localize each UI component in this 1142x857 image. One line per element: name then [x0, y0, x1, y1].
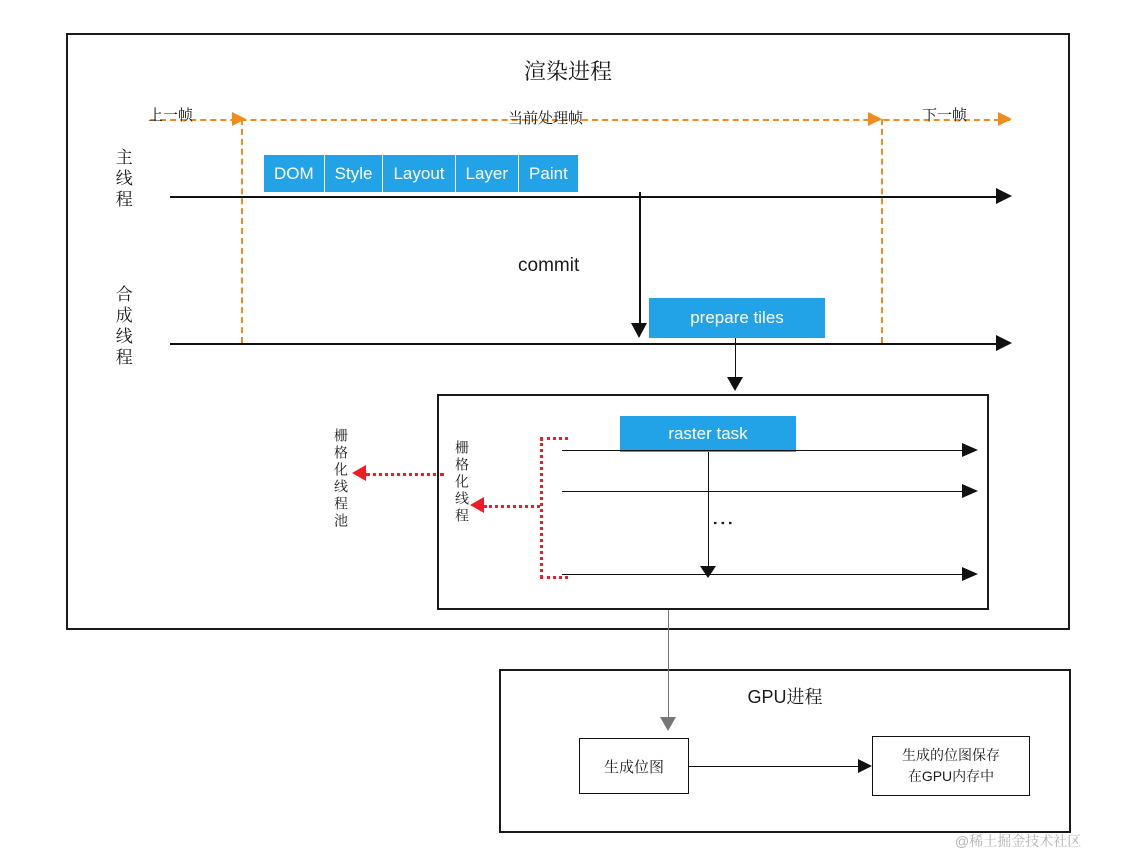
next-frame-label: 下一帧	[922, 107, 968, 124]
raster-task-spine	[708, 452, 709, 574]
raster-thread-pool-label: 栅格化线程池	[333, 428, 349, 530]
raster-lane-ellipsis: ⋮	[711, 512, 736, 534]
raster-pool-arrow-outer	[366, 473, 444, 476]
frame-boundary-left	[241, 119, 243, 343]
commit-label: commit	[518, 255, 580, 276]
render-process-title: 渲染进程	[523, 59, 612, 84]
pipeline-chip-layer[interactable]: Layer	[456, 155, 520, 192]
raster-pool-arrow-inner	[484, 505, 540, 508]
watermark-label: @稀土掘金技术社区	[955, 833, 1082, 849]
raster-lane-2	[562, 491, 972, 492]
raster-pool-bracket-top	[540, 437, 568, 440]
render-pipeline-chips	[264, 155, 578, 192]
pipeline-chip-paint[interactable]: Paint	[519, 155, 578, 192]
raster-pool-bracket-bottom	[540, 576, 568, 579]
pipeline-chip-layout[interactable]: Layout	[383, 155, 455, 192]
gpu-store-bitmap-line2: 在GPU内存中	[907, 768, 995, 784]
prepare-tiles-chip[interactable]: prepare tiles	[649, 298, 825, 338]
gpu-generate-bitmap-box: 生成位图	[579, 738, 689, 794]
pipeline-chip-style[interactable]: Style	[325, 155, 384, 192]
gpu-step-connector	[689, 766, 864, 767]
gpu-store-bitmap-box	[872, 736, 1030, 796]
main-thread-timeline	[170, 196, 1002, 198]
pipeline-chip-dom[interactable]: DOM	[264, 155, 325, 192]
gpu-store-bitmap-text	[902, 745, 1000, 787]
raster-thread-label: 栅格化线程	[454, 440, 470, 525]
commit-arrow-line	[639, 192, 641, 332]
frame-boundary-right	[881, 119, 883, 343]
current-frame-label: 当前处理帧	[508, 110, 584, 127]
compositor-thread-label: 合成线程	[112, 285, 132, 369]
raster-pool-bracket-vertical	[540, 438, 543, 578]
raster-lane-3	[562, 574, 972, 575]
main-thread-label: 主线程	[112, 148, 132, 211]
raster-lane-1	[562, 450, 972, 451]
raster-task-chip[interactable]: raster task	[620, 416, 796, 452]
gpu-store-bitmap-line1: 生成的位图保存	[902, 747, 1000, 763]
prepare-to-raster-arrow-line	[735, 338, 736, 384]
compositor-thread-timeline	[170, 343, 1002, 345]
raster-to-gpu-arrow-line	[668, 610, 669, 728]
gpu-process-title: GPU进程	[747, 687, 823, 707]
prev-frame-label: 上一帧	[148, 107, 194, 124]
